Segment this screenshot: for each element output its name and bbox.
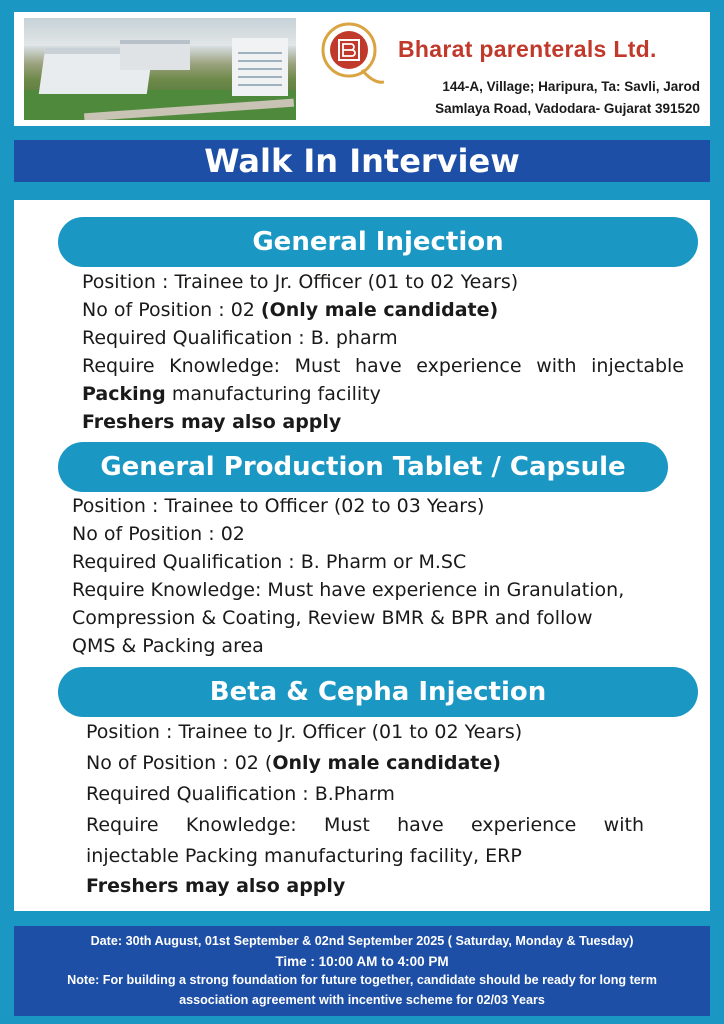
interview-date: Date: 30th August, 01st September & 02nd September 2025 ( Saturday, Monday & Tuesday) [90, 934, 634, 948]
address-line-2: Samlaya Road, Vadodara- Gujarat 391520 [435, 101, 700, 116]
section-heading-production-tablet: General Production Tablet / Capsule [58, 442, 668, 492]
company-header [14, 12, 710, 126]
qualification-text: Required Qualification : B.Pharm [86, 783, 395, 805]
no-of-position-text: No of Position : 02 [72, 523, 245, 545]
interview-time: Time : 10:00 AM to 4:00 PM [275, 953, 449, 969]
position-text: Position : Trainee to Jr. Officer (01 to 02 Years) [82, 271, 519, 293]
position-text: Position : Trainee to Officer (02 to 03 Years) [72, 495, 485, 517]
position-text: Position : Trainee to Jr. Officer (01 to 02 Years) [86, 721, 523, 743]
qualification-text: Required Qualification : B. Pharm or M.SC [72, 551, 467, 573]
male-candidate-note: Only male candidate) [272, 752, 501, 774]
interview-details-footer [14, 926, 710, 1016]
packing-bold: Packing [82, 383, 166, 405]
freshers-note: Freshers may also apply [82, 411, 342, 433]
section-heading-general-injection: General Injection [58, 217, 698, 267]
factory-photo [24, 18, 296, 120]
knowledge-text-line-2 [82, 383, 381, 405]
company-address [354, 76, 700, 120]
knowledge-text-line-2: Compression & Coating, Review BMR & BPR and follow [72, 607, 593, 629]
job-openings [14, 200, 710, 911]
page-title: Walk In Interview [14, 140, 710, 182]
qualification-text: Required Qualification : B. pharm [82, 327, 398, 349]
knowledge-word: Knowledge: [185, 814, 297, 836]
note-line-2: association agreement with incentive scheme for 02/03 Years [179, 992, 545, 1007]
section-heading-beta-cepha: Beta & Cepha Injection [58, 667, 698, 717]
knowledge-text-line-2: injectable Packing manufacturing facility, ERP [86, 845, 522, 867]
address-line-1: 144-A, Village; Haripura, Ta: Savli, Jarod [442, 79, 700, 94]
no-of-position-prefix: No of Position : 02 ( [86, 752, 273, 774]
male-candidate-note: (Only male candidate) [260, 299, 499, 321]
no-of-position-prefix: No of Position : 02 [82, 299, 261, 321]
company-name: Bharat parenterals Ltd. [398, 36, 657, 62]
knowledge-word: Must [324, 814, 370, 836]
knowledge-rest: manufacturing facility [165, 383, 381, 405]
knowledge-word: have [397, 814, 444, 836]
knowledge-text-line-1: Require Knowledge: Must have experience with injectable [82, 355, 684, 377]
knowledge-word: with [603, 814, 644, 836]
freshers-note: Freshers may also apply [86, 875, 346, 897]
knowledge-word: experience [471, 814, 577, 836]
note-line-1: Note: For building a strong foundation for future together, candidate should be ready for long term [67, 973, 657, 987]
knowledge-word: Require [86, 814, 159, 836]
knowledge-text-line-1: Require Knowledge: Must have experience in Granulation, [72, 579, 625, 601]
knowledge-text-line-1 [86, 814, 644, 836]
knowledge-text-line-3: QMS & Packing area [72, 635, 264, 657]
no-of-position-text [86, 752, 501, 774]
no-of-position-text [82, 299, 498, 321]
